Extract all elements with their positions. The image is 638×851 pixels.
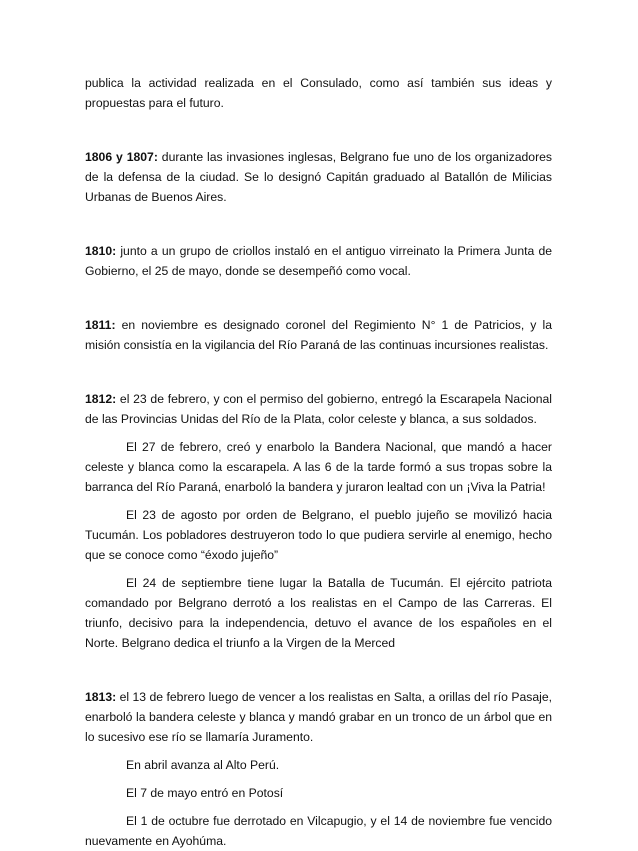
intro-paragraph: publica la actividad realizada en el Consulado, como así también sus ideas y propuestas para el futuro. (85, 76, 552, 110)
entry-1806-date: 1806 y 1807: (85, 150, 158, 164)
document-page (85, 73, 552, 851)
entry-1806-text: durante las invasiones inglesas, Belgrano fue uno de los organizadores de la defensa de la ciudad. Se lo designó Capitán graduado al Batallón de Milicias Urbanas de Buenos Aires. (85, 150, 552, 204)
entry-1810-paragraph (85, 241, 552, 281)
entry-1812-subparagraph: El 24 de septiembre tiene lugar la Batalla de Tucumán. El ejército patriota comandado por Belgrano derrotó a los realistas en el Campo de las Carreras. El triunfo, decisivo para la independencia, detuvo el avance de los españoles en el Norte. Belgrano dedica el triunfo a la Virgen de la Merced (85, 576, 552, 650)
entry-1813-subparagraph: En abril avanza al Alto Perú. (126, 758, 280, 772)
entry-1813-text: el 13 de febrero luego de vencer a los realistas en Salta, a orillas del río Pasaje, enarboló la bandera celeste y blanca y mandó grabar en un tronco de un árbol que en lo sucesivo ese río se llamaría Juramento. (85, 690, 552, 744)
entry-1810-date: 1810: (85, 244, 117, 258)
entry-1813-date: 1813: (85, 690, 117, 704)
entry-1811-date: 1811: (85, 318, 116, 332)
entry-1812-subparagraph: El 27 de febrero, creó y enarbolo la Bandera Nacional, que mandó a hacer celeste y blanca como la escarapela. A las 6 de la tarde formó a sus tropas sobre la barranca del Río Paraná, enarboló la bandera y juraron lealtad con un ¡Viva la Patria! (85, 440, 552, 494)
entry-1813-subparagraph: El 7 de mayo entró en Potosí (126, 786, 284, 800)
entry-1811-paragraph (85, 315, 552, 355)
entry-1813-subparagraph: El 1 de octubre fue derrotado en Vilcapugio, y el 14 de noviembre fue vencido nuevamente en Ayohúma. (85, 814, 552, 848)
entry-1812-paragraph (85, 389, 552, 429)
entry-1812-date: 1812: (85, 392, 117, 406)
entry-1810-text: junto a un grupo de criollos instaló en el antiguo virreinato la Primera Junta de Gobierno, el 25 de mayo, donde se desempeñó como vocal. (85, 244, 552, 278)
entry-1813-paragraph (85, 687, 552, 747)
entry-1812-text: el 23 de febrero, y con el permiso del gobierno, entregó la Escarapela Nacional de las Provincias Unidas del Río de la Plata, color celeste y blanca, a sus soldados. (85, 392, 552, 426)
entry-1811-text: en noviembre es designado coronel del Regimiento N° 1 de Patricios, y la misión consistía en la vigilancia del Río Paraná de las continuas incursiones realistas. (85, 318, 552, 352)
entry-1806-paragraph (85, 147, 552, 207)
entry-1812-subparagraph: El 23 de agosto por orden de Belgrano, el pueblo jujeño se movilizó hacia Tucumán. Los pobladores destruyeron todo lo que pudiera servirle al enemigo, hecho que se conoce como “éxodo jujeño” (85, 508, 552, 562)
